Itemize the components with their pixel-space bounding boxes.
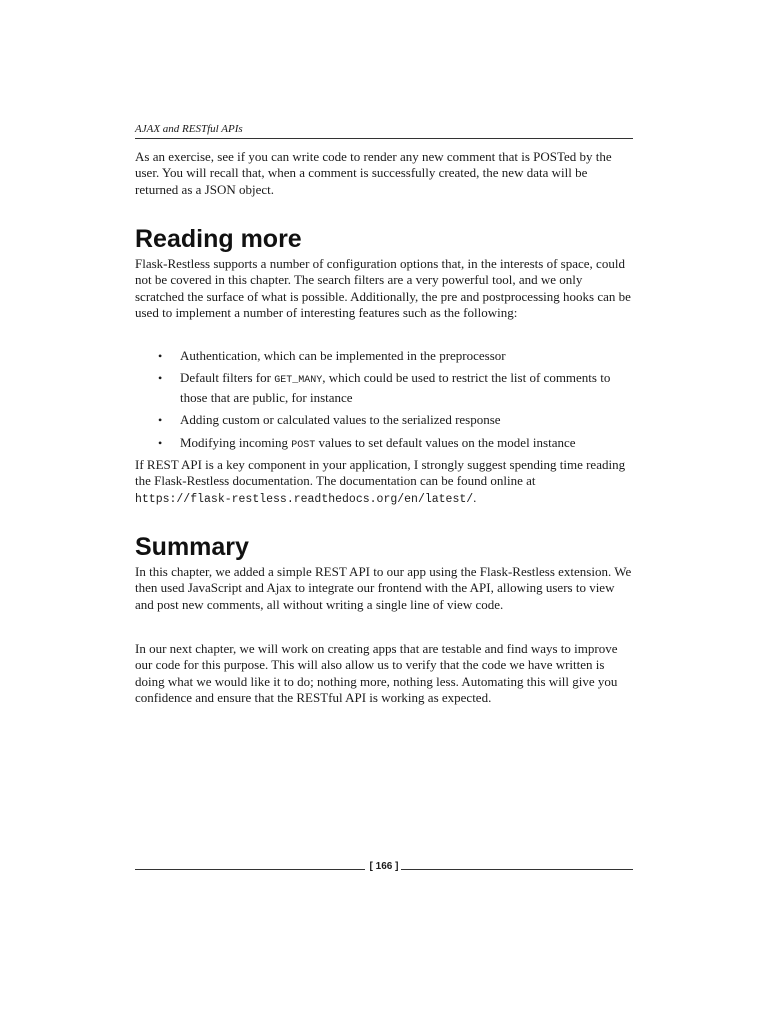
list-item — [135, 435, 633, 454]
list-item-text: Modifying incoming — [180, 434, 292, 450]
list-item — [135, 348, 633, 364]
intro-paragraph: As an exercise, see if you can write code to render any new comment that is POSTed by the user. You will recall that, when a comment is successfully created, the new data will be returned as a JSON object. — [135, 149, 612, 197]
page-footer — [135, 860, 633, 878]
list-item-text: Authentication, which can be implemented in the preprocessor — [180, 348, 506, 363]
summary-heading: Summary — [135, 533, 249, 561]
inline-code: GET_MANY — [274, 375, 323, 387]
bullet-symbol: • — [158, 435, 163, 450]
list-item-text: Default filters for — [180, 370, 275, 386]
summary-paragraph-2: In our next chapter, we will work on creating apps that are testable and find ways to improve our code for this purpose. This will also allow us to verify that the code we have written is doing what we would like it to do; nothing more, nothing less. Automating this will give you confidence and ensure that the RESTful API is working as expected. — [135, 641, 618, 706]
list-item-text: , which could be used to restrict the list of comments to those that are public, for instance — [180, 370, 611, 405]
bullet-symbol: • — [158, 413, 163, 428]
documentation-period: . — [473, 489, 477, 505]
running-header-title: AJAX and RESTful APIs — [135, 123, 243, 135]
inline-code: POST — [291, 439, 316, 451]
reading-more-heading: Reading more — [135, 225, 302, 253]
list-item-text: values to set default values on the model instance — [315, 434, 576, 450]
summary-paragraph-1: In this chapter, we added a simple REST API to our app using the Flask-Restless extension. We then used JavaScript and Ajax to integrate our frontend with the API, allowing users to view and post new comments, all without writing a single line of view code. — [135, 564, 632, 612]
page-number-text: [ 166 ] — [369, 861, 399, 872]
list-item — [135, 370, 633, 406]
documentation-url: https://flask-restless.readthedocs.org/en/latest/ — [135, 492, 474, 506]
documentation-text: If REST API is a key component in your application, I strongly suggest spending time reading the Flask-Restless documentation. The documentation can be found online at — [135, 457, 626, 489]
running-header — [135, 122, 633, 139]
list-item-text: Adding custom or calculated values to the serialized response — [180, 412, 501, 428]
page-number — [135, 861, 633, 872]
bullet-symbol: • — [158, 349, 163, 363]
list-item — [135, 412, 633, 428]
feature-list — [135, 348, 633, 454]
reading-more-paragraph: Flask-Restless supports a number of configuration options that, in the interests of space, could not be covered in this chapter. The search filters are a very powerful tool, and we only scratched the surface of what is possible. Additionally, the pre and postprocessing hooks can be used to implement a number of interesting features such as the following: — [135, 256, 631, 321]
documentation-paragraph — [135, 457, 633, 508]
bullet-symbol: • — [158, 371, 163, 386]
